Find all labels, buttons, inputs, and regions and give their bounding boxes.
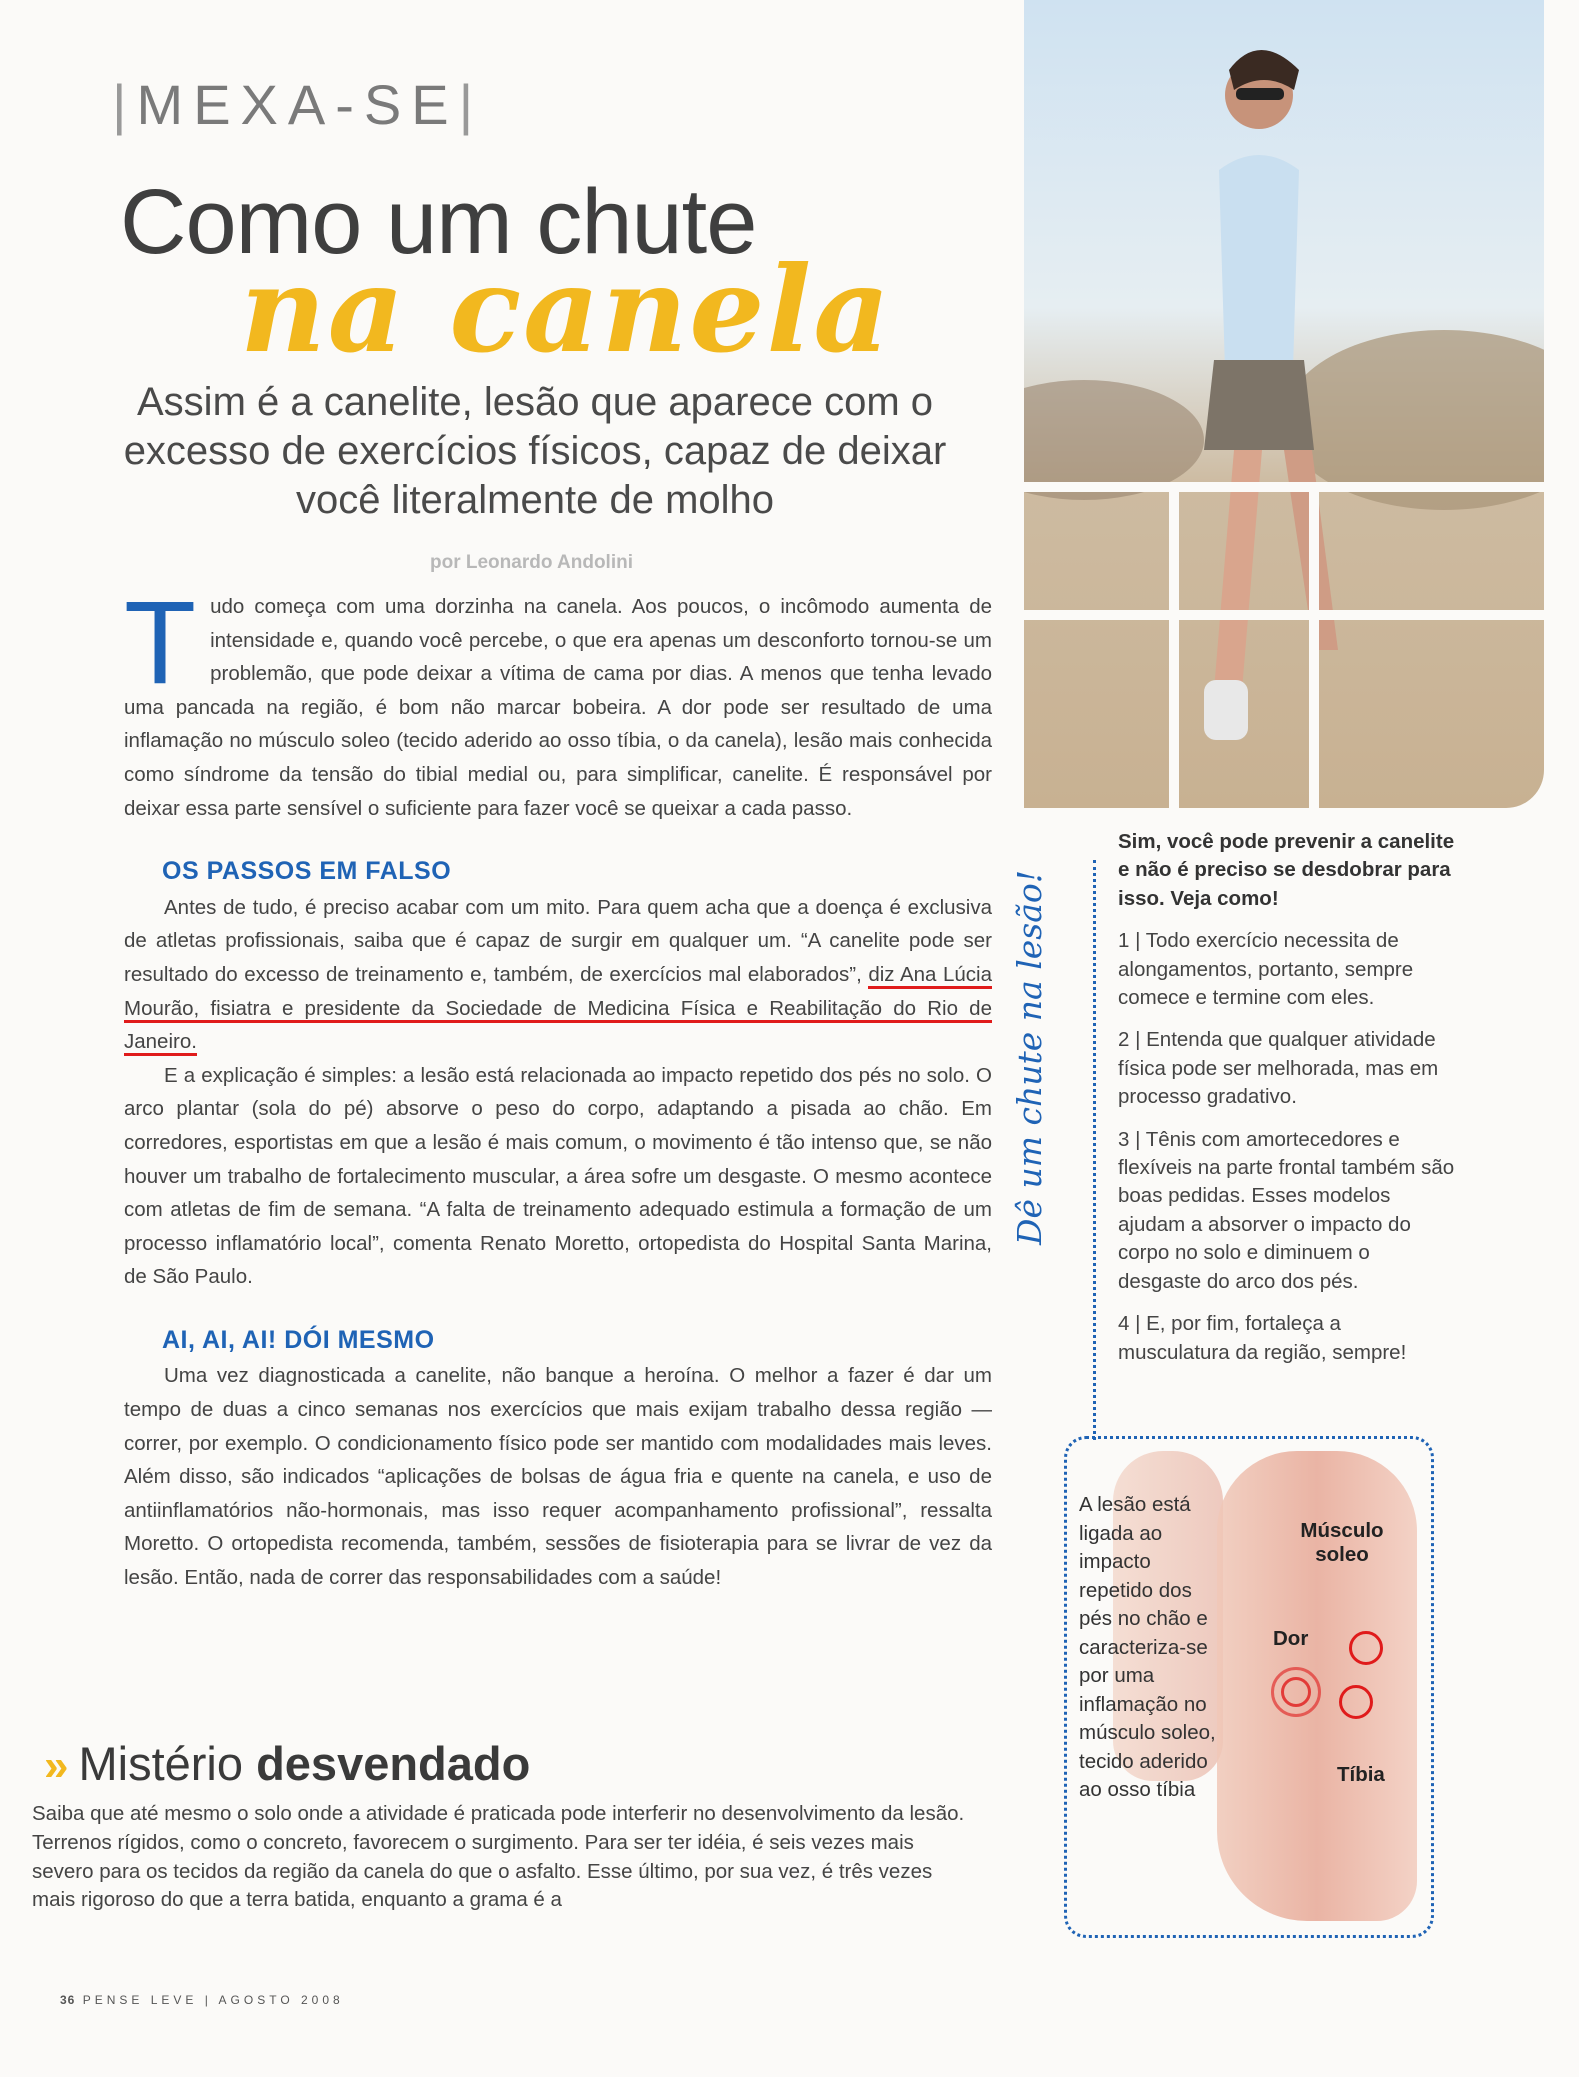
pain-radiate-icon xyxy=(1281,1677,1311,1707)
label-muscle: Músculo soleo xyxy=(1300,1519,1384,1566)
section-tag: |MEXA-SE| xyxy=(112,73,484,136)
photo-grid-line xyxy=(1024,482,1544,492)
subhead-2: AI, AI, AI! DÓI MESMO xyxy=(162,1325,435,1354)
sidebar-tips xyxy=(1118,828,1458,1381)
issue-date: AGOSTO 2008 xyxy=(218,1993,344,2007)
photo-grid-line xyxy=(1309,490,1319,808)
leg-diagram-box xyxy=(1064,1436,1434,1938)
pain-marker xyxy=(1339,1685,1373,1719)
page-number: 36 xyxy=(60,1993,76,2007)
misterio-heading xyxy=(44,1736,530,1791)
leg-caption: A lesão está ligada ao impacto repetido dos pés no chão e caracteriza-se por uma inflamação no músculo soleo, tecido aderido ao osso tíbia xyxy=(1079,1493,1216,1801)
paragraph-1 xyxy=(124,577,992,825)
folio: 36 PENSE LEVE | AGOSTO 2008 xyxy=(60,1993,344,2007)
tip-1: 1 | Todo exercício necessita de alongamentos, portanto, sempre comece e termine com eles. xyxy=(1118,929,1414,1010)
sidebar-vertical-title: Dê um chute na lesão! xyxy=(1010,869,1049,1245)
tip-4: 4 | E, por fim, fortaleça a musculatura da região, sempre! xyxy=(1118,1312,1407,1364)
photo-grid-line xyxy=(1169,490,1179,808)
paragraph-3: E a explicação é simples: a lesão está relacionada ao impacto repetido dos pés no solo. O arco plantar (sola do pé) absorve o peso do corpo, adaptando a pisada ao chão. Em corredores, esportistas em que a lesão é mais comum, o movimento é tão intenso que, se não houver um trabalho de fortalecimento muscular, a área sofre um desgaste. O mesmo acontece com atletas de fim de semana. “A falta de treinamento adequado estimula a formação de um processo inflamatório local”, comenta Renato Moretto, ortopedista do Hospital Santa Marina, de São Paulo. xyxy=(124,1063,992,1289)
label-pain: Dor xyxy=(1273,1627,1309,1650)
deck: Assim é a canelite, lesão que aparece com o excesso de exercícios físicos, capaz de deixar você literalmente de molho xyxy=(123,380,947,522)
pain-marker xyxy=(1349,1631,1383,1665)
photo-grid-line xyxy=(1024,610,1544,620)
sidebar-intro: Sim, você pode prevenir a canelite e não é preciso se desdobrar para isso. Veja como! xyxy=(1118,830,1455,910)
title-line-2: na canela xyxy=(240,240,892,379)
article-body xyxy=(124,577,992,1595)
paragraph-2 xyxy=(124,891,992,1059)
title-line-1: Como um chute xyxy=(120,171,757,273)
tip-3: 3 | Tênis com amortecedores e flexíveis na parte frontal também são boas pedidas. Esses modelos ajudam a absorver o impacto do corpo no solo e diminuem o desgaste do arco dos pés. xyxy=(1118,1127,1455,1293)
paragraph-4: Uma vez diagnosticada a canelite, não banque a heroína. O melhor a fazer é dar um tempo de duas a cinco semanas nos exercícios que mais exijam trabalho dessa região — correr, por exemplo. O condicionamento físico pode ser mantido com modalidades mais leves. Além disso, são indicados “aplicações de bolsas de água fria e quente na canela, e uso de antiinflamatórios não-hormonais, mas isso requer acompanhamento profissional”, ressalta Moretto. O ortopedista recomenda, também, sessões de fisioterapia para se livrar de vez da lesão. Então, nada de correr das responsabilidades com a saúde! xyxy=(124,1364,992,1590)
paragraph-2-text: Antes de tudo, é preciso acabar com um mito. Para quem acha que a doença é exclusiva de atletas profissionais, saiba que é capaz de surgir em qualquer um. “A canelite pode ser resultado do excesso de treinamento e, também, de exercícios mal elaborados”, xyxy=(124,895,992,986)
chevron-icon: » xyxy=(44,1741,69,1790)
paragraph-1-text: udo começa com uma dorzinha na canela. Aos poucos, o incômodo aumenta de intensidade e, quando você percebe, o que era apenas um desconforto tornou-se um problemão, que pode deixar a vítima de cama por dias. A menos que tenha levado uma pancada na região, é bom não marcar bobeira. A dor pode ser resultado de uma inflamação no músculo soleo (tecido aderido ao osso tíbia, o da canela), lesão mais conhecida como síndrome da tensão do tibial medial ou, para simplificar, canelite. É responsável por deixar essa parte sensível o suficiente para fazer você se queixar a cada passo. xyxy=(124,595,992,820)
section-label: MEXA-SE xyxy=(136,73,459,136)
misterio-text: Saiba que até mesmo o solo onde a atividade é praticada pode interferir no desenvolvimento da lesão. Terrenos rígidos, como o concreto, favorecem o surgimento. Para ser ter idéia, é seis vezes mais severo para os tecidos da região da canela do que o asfalto. Esse último, por sua vez, é três vezes mais rigoroso do que a terra batida, enquanto a grama é a xyxy=(32,1802,965,1912)
magazine-name: PENSE LEVE xyxy=(82,1993,198,2007)
sidebar-dotted-rule xyxy=(1093,860,1096,1440)
highlighted-quote: diz Ana Lúcia Mourão, fisiatra e presidente da Sociedade de Medicina Física e Reabilitação do Rio de Janeiro. xyxy=(124,963,992,1056)
subhead-1: OS PASSOS EM FALSO xyxy=(162,857,452,886)
runner-photo xyxy=(1024,0,1544,808)
runner-illustration xyxy=(1024,0,1544,808)
misterio-title-bold: desvendado xyxy=(256,1737,531,1790)
label-tibia: Tíbia xyxy=(1337,1763,1385,1786)
tip-2: 2 | Entenda que qualquer atividade física pode ser melhorada, mas em processo gradativo. xyxy=(1118,1028,1439,1109)
byline: por Leonardo Andolini xyxy=(430,552,633,573)
drop-cap: T xyxy=(124,577,197,709)
misterio-title-light: Mistério xyxy=(78,1737,244,1790)
